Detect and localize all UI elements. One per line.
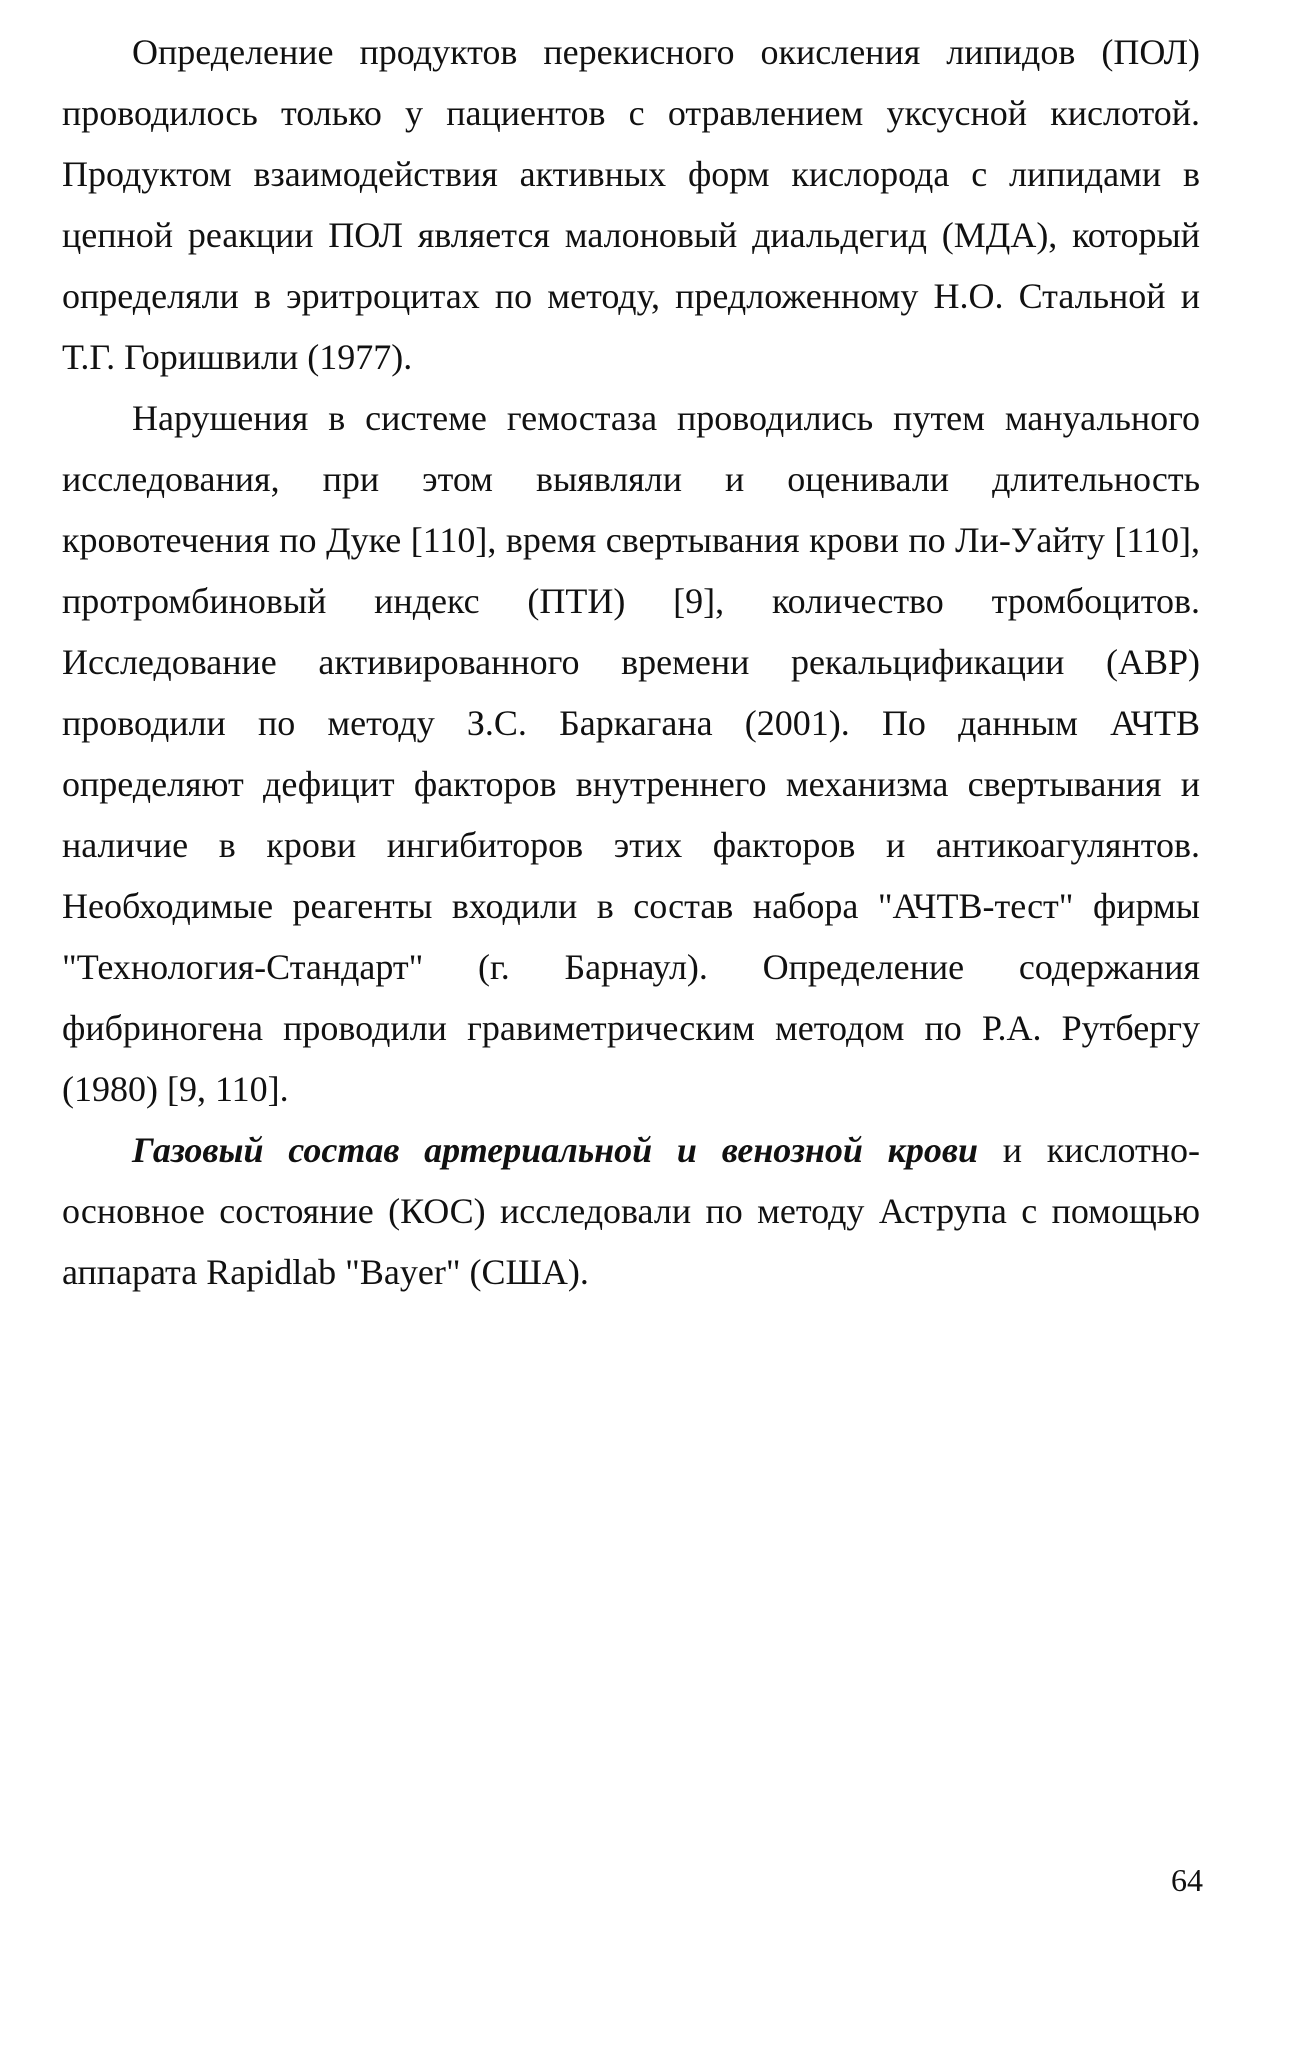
paragraph-lipid-peroxidation: Определение продуктов перекисного окисления липидов (ПОЛ) проводилось только у пациентов с отравлением уксусной кислотой. Продуктом взаимодействия активных форм кислорода с липидами в цепной реакции ПОЛ является малоновый диальдегид (МДА), который определяли в эритроцитах по методу, предложенному Н.О. Стальной и Т.Г. Горишвили (1977).: [62, 32, 1200, 377]
body-text: [62, 22, 1200, 1303]
paragraph-blood-gas: [62, 1120, 1200, 1303]
emphasis-heading: Газовый состав артериальной и венозной крови: [132, 1130, 978, 1170]
paragraph-blood-gas-text: и кислотно-основное состояние (КОС) исследовали по методу Аструпа с помощью аппарата Rapidlab "Bayer" (США).: [62, 1130, 1200, 1292]
paragraph-hemostasis: Нарушения в системе гемостаза проводились путем мануального исследования, при этом выявляли и оценивали длительность кровотечения по Дуке [110], время свертывания крови по Ли-Уайту [110], протромбиновый индекс (ПТИ) [9], количество тромбоцитов. Исследование активированного времени рекальцификации (АВР) проводили по методу З.С. Баркагана (2001). По данным АЧТВ определяют дефицит факторов внутреннего механизма свертывания и наличие в крови ингибиторов этих факторов и антикоагулянтов. Необходимые реагенты входили в состав набора "АЧТВ-тест" фирмы "Технология-Стандарт" (г. Барнаул). Определение содержания фибриногена проводили гравиметрическим методом по Р.А. Рутбергу (1980) [9, 110].: [62, 398, 1200, 1109]
page-number: 64: [1171, 1862, 1203, 1898]
